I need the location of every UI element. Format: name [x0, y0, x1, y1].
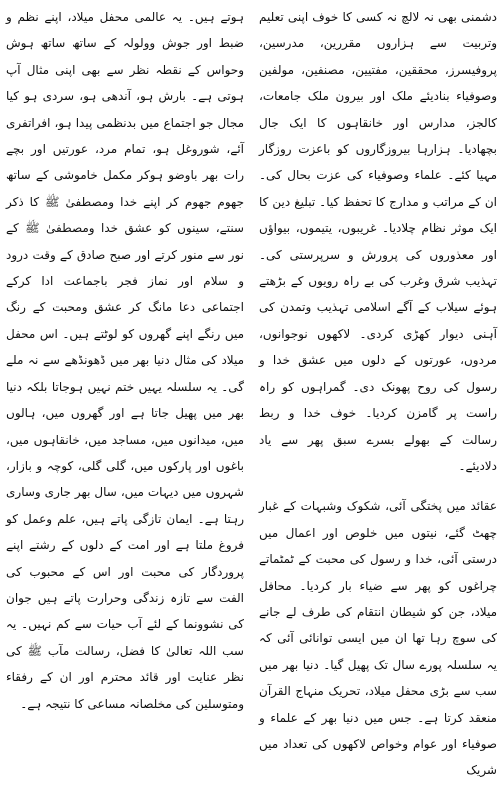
left-column-paragraph-1: ہوتے ہیں۔ یہ عالمی محفل میلاد، اپنے نظم و ضبط اور جوش وولولہ کے ساتھ ساتھ ہوش وحواس کے نقطہ نظر سے بھی اپنی مثال آپ ہوتی ہے۔ بارش ہو، آندھی ہو، سردی ہو کیا مجال جو اجتماع میں بدنظمی پیدا ہو، افراتفری آئے، شوروغل ہو، تمام مرد، عورتیں اور بچے رات بھر باوضو ہوکر مکمل خاموشی کے ساتھ جھوم جھوم کر اپنے خدا ومصطفیٰ ﷺ کا ذکر سنتے، سینوں کو عشق خدا ومصطفیٰ ﷺ کے نور سے منور کرتے اور صبح صادق کے وقت درود و سلام اور نماز فجر باجماعت ادا کرکے اجتماعی دعا مانگ کر عشق ومحبت کے رنگ میں رنگے اپنے گھروں کو لوٹتے ہیں۔ اس محفل میلاد کی مثال دنیا بھر میں ڈھونڈھے سے نہ ملے گی۔ یہ سلسلہ یہیں ختم نہیں ہوجاتا بلکہ دنیا بھر میں پھیل جاتا ہے اور گھروں میں، ہالوں میں، میدانوں میں، مساجد میں، خانقاہوں میں، باغوں اور پارکوں میں، گلی گلی، کوچہ و بازار، شہروں میں دیہات میں، سال بھر جاری وساری رہتا ہے۔ ایمان تازگی پاتے ہیں، علم وعمل کو فروغ ملتا ہے اور امت کے دلوں کے رشتے اپنے پروردگار کی محبت اور اس کے محبوب کی الفت سے تازہ زندگی وحرارت پاتے ہیں جوان کی نشوونما کے لئے آب حیات سے کم نہیں۔ یہ سب اللہ تعالیٰ کا فضل، رسالت مآب ﷺ کی نظر عنایت اور قائد محترم اور ان کے رفقاء ومتوسلین کی مخلصانہ مساعی کا نتیجہ ہے۔ — [6, 10, 244, 711]
right-column — [259, 4, 497, 784]
paragraph-spacer — [259, 479, 497, 493]
right-column-paragraph-2: عقائد میں پختگی آئی، شکوک وشبہات کے غبار چھٹ گئے، نیتوں میں خلوص اور اعمال میں درستی آئی، خدا و رسول کی محبت کے ٹمٹماتے چراغوں کو پھر سے ضیاء بار کردیا۔ محافل میلاد، جن کو شیطان انتقام کی طرف لے جانے کی سوچ رہا تھا ان میں ایسی توانائی آئی کہ یہ سلسلہ پورے سال تک پھیل گیا۔ دنیا بھر میں سب سے بڑی محفل میلاد، تحریک منہاج القرآن منعقد کرتا ہے۔ جس میں دنیا بھر کے علماء و صوفیاء اور عوام وخواص لاکھوں کی تعداد میں شریک — [259, 499, 497, 778]
left-column — [6, 4, 244, 717]
right-column-paragraph-1: دشمنی بھی نہ لالچ نہ کسی کا خوف اپنی تعلیم وتربیت سے ہزاروں مقررین، مدرسین، پروفیسرز، محققین، مفتیین، مصنفین، مولفین وصوفیاء بنادیئے ملک اور بیرون ملک جامعات، کالجز، مدارس اور خانقاہوں کا ایک جال بچھادیا۔ ہزارہا بیروزگاروں کو باعزت روزگار مہیا کئے۔ علماء وصوفیاء کی عزت بحال کی۔ ان کے مراتب و مدارج کا تحفظ کیا۔ تبلیغ دین کا ایک موثر نظام چلادیا۔ غریبوں، یتیموں، بیواؤں اور معذوروں کی پرورش و سرپرستی کی۔ تہذیب شرق وغرب کی بے راہ رویوں کے بڑھتے ہوئے سیلاب کے آگے اسلامی تہذیب وتمدن کی آہنی دیوار کھڑی کردی۔ لاکھوں نوجوانوں، مردوں، عورتوں کے دلوں میں عشق خدا و رسول کی روح پھونک دی۔ گمراہوں کو راہ راست پر گامزن کردیا۔ خوف خدا و ربط رسالت کے بھولے بسرے سبق پھر سے یاد دلادیئے۔ — [259, 10, 497, 473]
